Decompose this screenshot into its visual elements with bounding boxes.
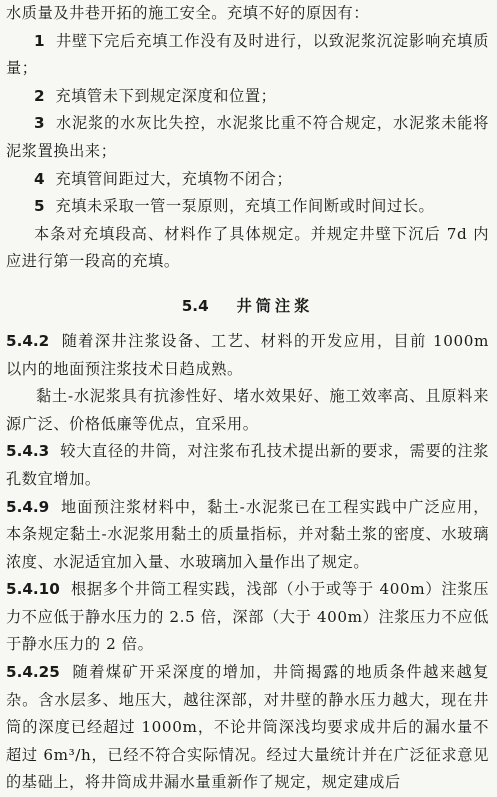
- paragraph-text: 本条对充填段高、材料作了具体规定。并规定井壁下沉后 7d 内应进行第一段高的充填。: [6, 224, 489, 271]
- clause: [6, 328, 489, 383]
- clause-text: 黏土-水泥浆具有抗渗性好、堵水效果好、施工效率高、且原料来源广泛、价格低廉等优点，宜采用。: [6, 387, 489, 433]
- section-number: 5.4: [181, 296, 209, 315]
- clause-number: 5.4.2: [6, 331, 50, 350]
- clause: [6, 438, 489, 493]
- clause-text: 根据多个井筒工程实践，浅部（小于或等于 400m）注浆压力不应低于静水压力的 2.5 倍，深部（大于 400m）注浆压力不应低于静水压力的 2 倍。: [6, 580, 489, 654]
- clause-text: 随着煤矿开采深度的增加，井筒揭露的地质条件越来越复杂。含水层多、地压大，越往深部，对井壁的静水压力越大，现在井筒的深度已经超过 1000m，不论井筒深浅均要求成井后的漏水量不超过 6m³/h，已经不符合实际情况。经过大量统计并在广泛征求意见的基础上，将井筒成井漏水量重新作了规定，规定建成后: [6, 663, 490, 792]
- list-item-text: 充填管未下到规定深度和位置；: [55, 86, 277, 105]
- clause-text: 随着深井注浆设备、工艺、材料的开发应用，目前 1000m 以内的地面预注浆技术日趋成熟。: [6, 331, 489, 378]
- list-item-text: 充填管间距过大，充填物不闭合；: [55, 169, 293, 188]
- section-heading: [6, 284, 489, 328]
- list-item: [6, 28, 489, 83]
- clause-number: 5.4.25: [6, 663, 60, 682]
- clause: [6, 576, 489, 659]
- clause-number: 5.4.10: [6, 580, 60, 599]
- clause: [6, 494, 489, 577]
- list-item-number: 2: [34, 86, 45, 105]
- section-title: 井筒注浆: [236, 296, 314, 315]
- paragraph-intro: [6, 0, 489, 28]
- list-item-number: 3: [34, 114, 45, 133]
- paragraph-note: [6, 221, 489, 276]
- list-item-text: 井壁下完后充填工作没有及时进行，以致泥浆沉淀影响充填质量；: [6, 31, 490, 78]
- clause-text: 较大直径的井筒，对注浆布孔技术提出新的要求，需要的注浆孔数宜增加。: [6, 442, 489, 488]
- list-item: [6, 166, 489, 194]
- list-item-text: 水泥浆的水灰比失控，水泥浆比重不符合规定，水泥浆未能将泥浆置换出来；: [6, 114, 490, 160]
- list-item-text: 充填未采取一管一泵原则，充填工作间断或时间过长。: [55, 197, 435, 216]
- clause-number: 5.4.3: [6, 442, 50, 461]
- list-item: [6, 110, 489, 165]
- list-item: [6, 193, 489, 221]
- clause-paragraph: [6, 383, 489, 438]
- list-item-number: 5: [34, 197, 45, 216]
- list-item-number: 4: [34, 169, 45, 188]
- clause: [6, 659, 489, 797]
- paragraph-text: 水质量及井巷开拓的施工安全。充填不好的原因有：: [6, 4, 370, 22]
- clause-number: 5.4.9: [6, 497, 50, 516]
- list-item: [6, 83, 489, 111]
- clause-text: 地面预注浆材料中，黏土-水泥浆已在工程实践中广泛应用，本条规定黏土-水泥浆用黏土的质量指标，并对黏土浆的密度、水玻璃浓度、水泥适宜加入量、水玻璃加入量作出了规定。: [6, 497, 489, 571]
- list-item-number: 1: [34, 31, 45, 50]
